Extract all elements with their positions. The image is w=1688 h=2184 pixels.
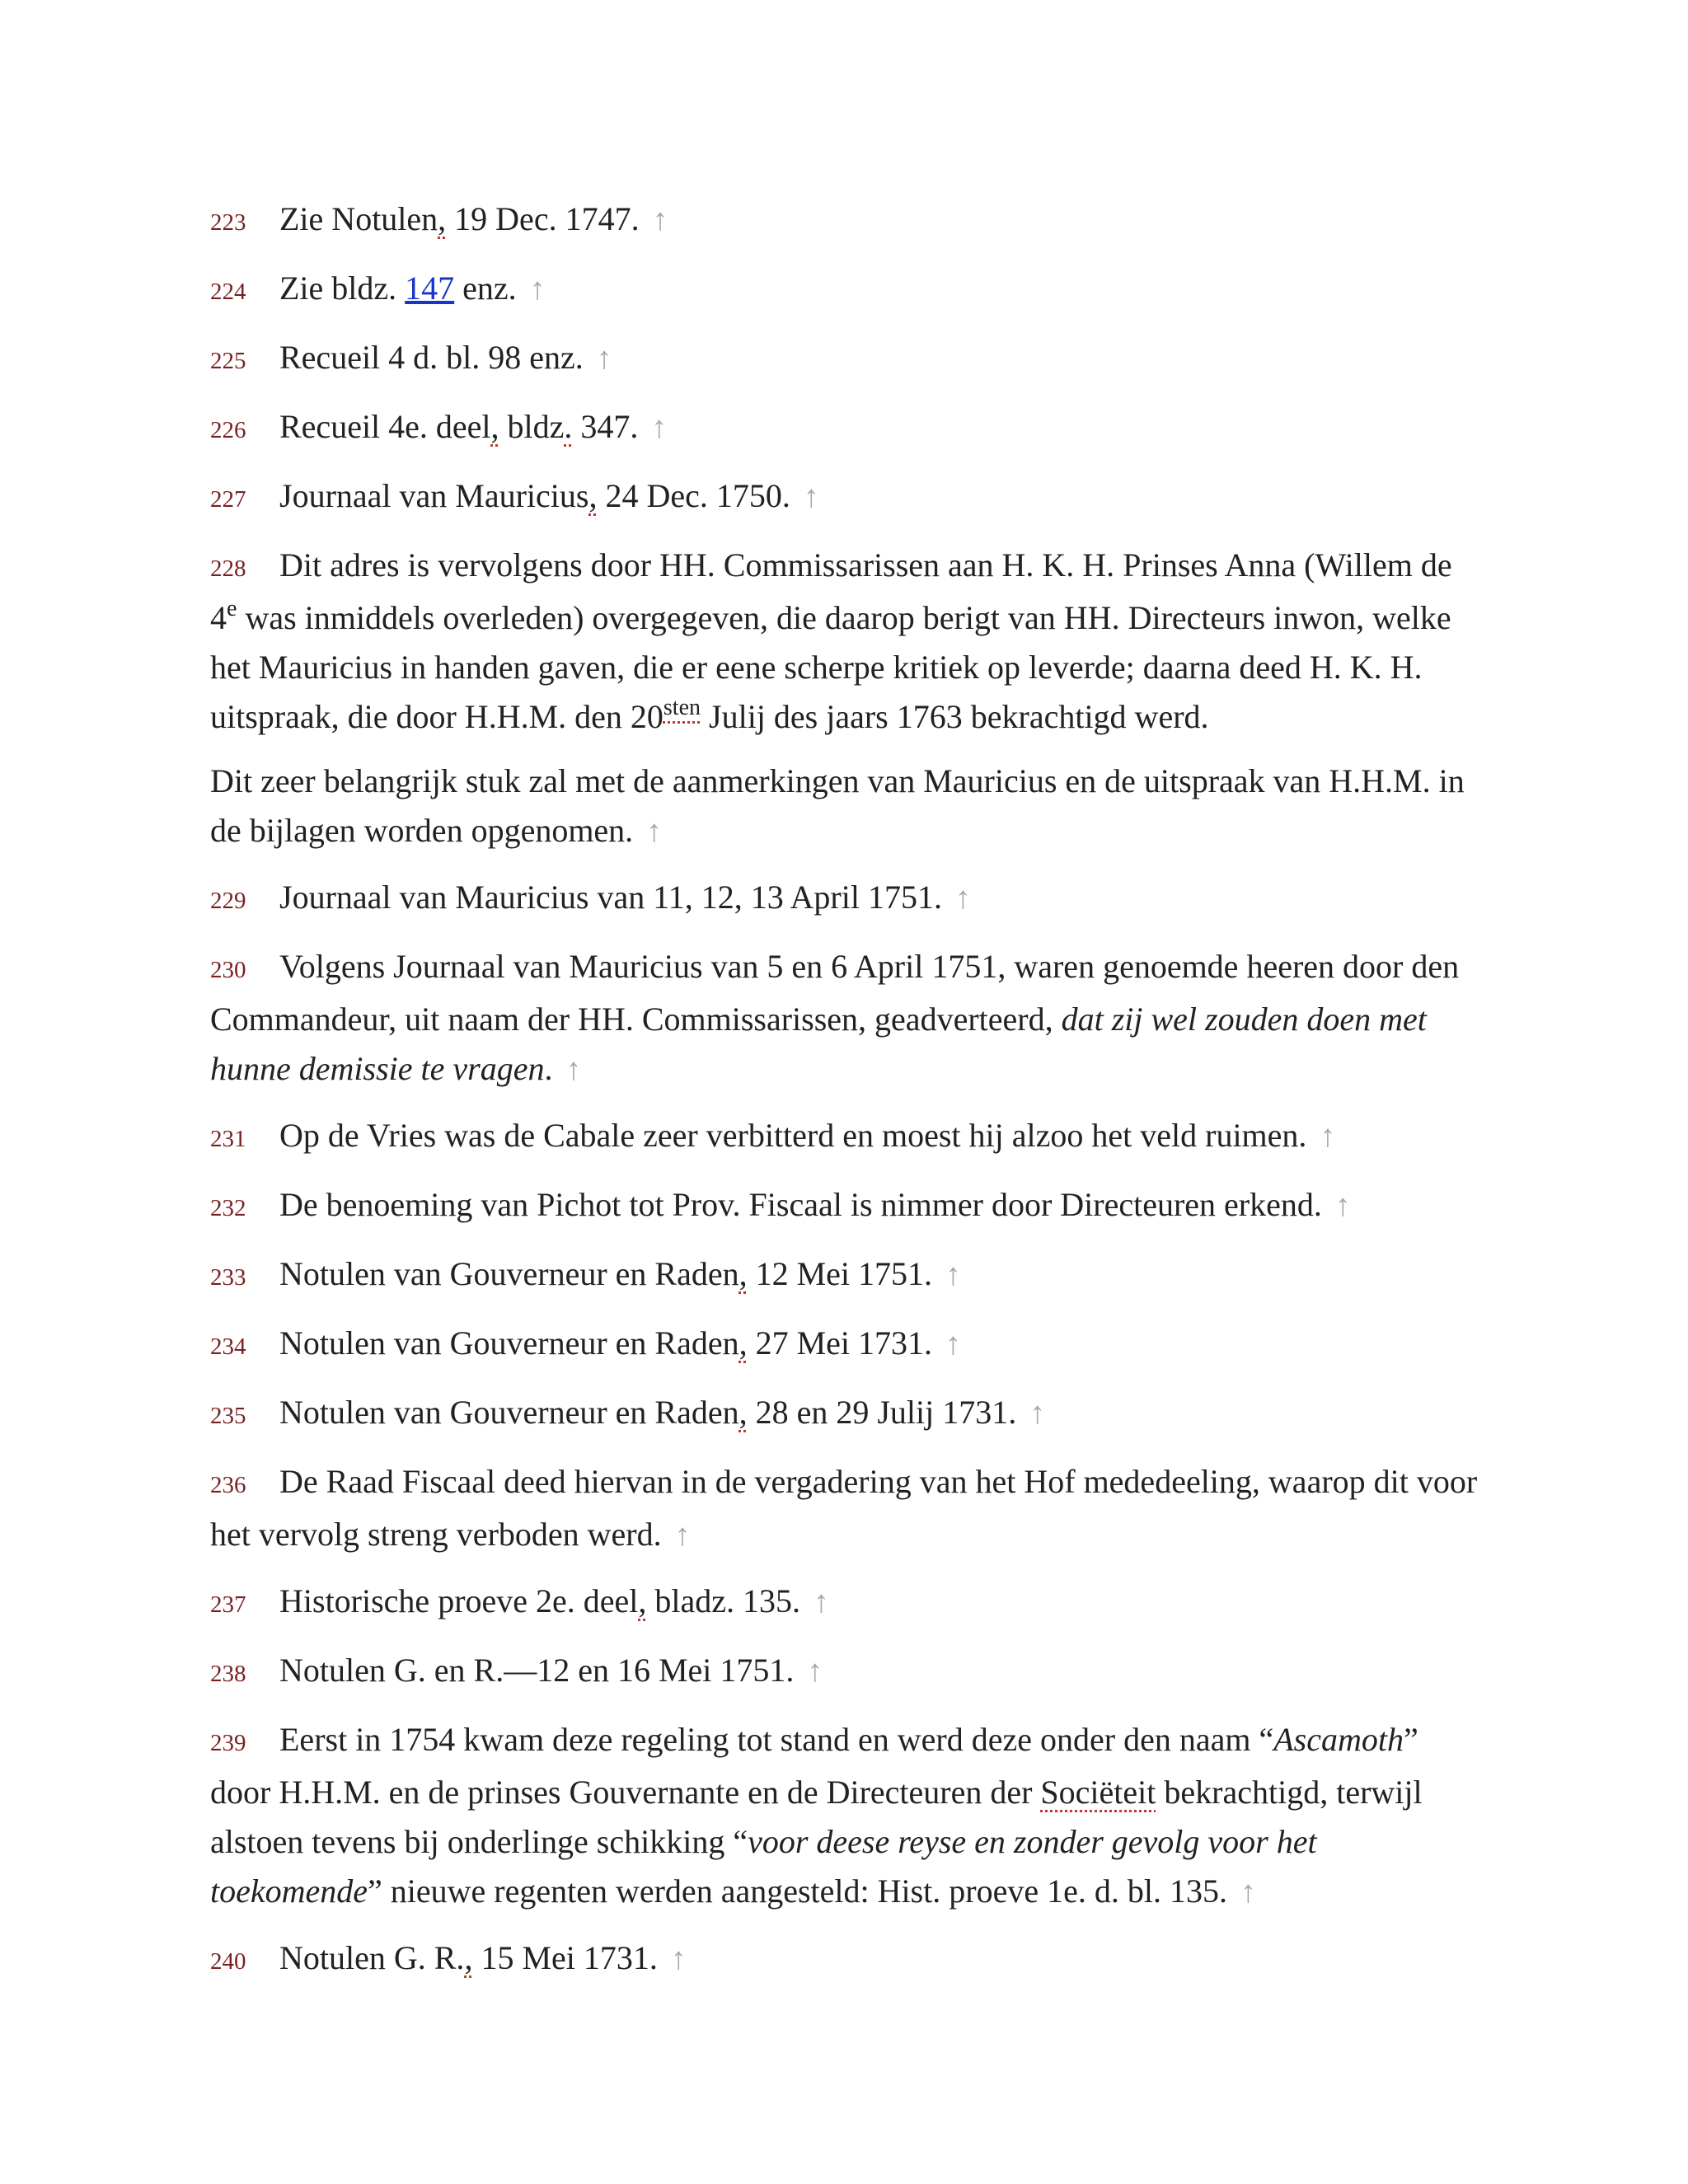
footnote-number: 235 bbox=[210, 1403, 246, 1429]
correction-mark[interactable]: . bbox=[564, 408, 573, 445]
footnote-240: 240 Notulen G. R., 15 Mei 1731. ↑ bbox=[210, 1933, 1479, 1986]
footnote-234: 234 Notulen van Gouverneur en Raden, 27 Mei 1731. ↑ bbox=[210, 1319, 1479, 1371]
correction-mark[interactable]: , bbox=[738, 1324, 748, 1361]
footnote-number: 229 bbox=[210, 888, 246, 914]
back-arrow-icon[interactable]: ↑ bbox=[670, 1942, 687, 1976]
footnote-number: 225 bbox=[210, 348, 246, 374]
back-arrow-icon[interactable]: ↑ bbox=[945, 1258, 962, 1292]
correction-mark[interactable]: sten bbox=[663, 694, 701, 720]
footnote-number: 223 bbox=[210, 209, 246, 236]
footnote-number: 228 bbox=[210, 555, 246, 582]
footnote-number: 240 bbox=[210, 1948, 246, 1975]
footnote-number: 227 bbox=[210, 486, 246, 513]
correction-mark[interactable]: Sociëteit bbox=[1040, 1774, 1156, 1811]
footnote-232: 232 De benoeming van Pichot tot Prov. Fiscaal is nimmer door Directeuren erkend. ↑ bbox=[210, 1180, 1479, 1233]
footnote-number: 226 bbox=[210, 417, 246, 443]
footnote-number: 234 bbox=[210, 1333, 246, 1360]
footnotes-list bbox=[210, 194, 1479, 2003]
correction-mark[interactable]: , bbox=[738, 1394, 748, 1431]
back-arrow-icon[interactable]: ↑ bbox=[1334, 1188, 1351, 1223]
page-link[interactable]: 147 bbox=[405, 269, 455, 307]
back-arrow-icon[interactable]: ↑ bbox=[529, 272, 546, 307]
footnote-233: 233 Notulen van Gouverneur en Raden, 12 Mei 1751. ↑ bbox=[210, 1249, 1479, 1302]
correction-mark[interactable]: , bbox=[738, 1255, 748, 1292]
footnote-number: 233 bbox=[210, 1264, 246, 1291]
back-arrow-icon[interactable]: ↑ bbox=[651, 410, 668, 445]
footnote-239: 239 Eerst in 1754 kwam deze regeling tot stand en werd deze onder den naam “Ascamoth” door H.H.M. en de prinses Gouvernante en de Directeuren der Sociëteit bekrachtigd, terwijl alstoen tevens bij onderlinge schikking “voor deese reyse en zonder gevolg voor het toekomende” nieuwe regenten werden aangesteld: Hist. proeve 1e. d. bl. 135. ↑ bbox=[210, 1715, 1479, 1917]
back-arrow-icon[interactable]: ↑ bbox=[803, 480, 819, 514]
back-arrow-icon[interactable]: ↑ bbox=[945, 1327, 962, 1361]
footnote-225: 225 Recueil 4 d. bl. 98 enz. ↑ bbox=[210, 333, 1479, 386]
back-arrow-icon[interactable]: ↑ bbox=[565, 1052, 582, 1087]
back-arrow-icon[interactable]: ↑ bbox=[646, 814, 663, 849]
footnote-number: 232 bbox=[210, 1195, 246, 1221]
footnote-230: 230 Volgens Journaal van Mauricius van 5 en 6 April 1751, waren genoemde heeren door den Commandeur, uit naam der HH. Commissarissen, geadverteerd, dat zij wel zouden doen met hunne demissie te vragen. ↑ bbox=[210, 942, 1479, 1094]
back-arrow-icon[interactable]: ↑ bbox=[814, 1585, 830, 1619]
back-arrow-icon[interactable]: ↑ bbox=[674, 1518, 691, 1553]
footnote-number: 231 bbox=[210, 1126, 246, 1152]
correction-mark[interactable]: , bbox=[638, 1582, 647, 1619]
back-arrow-icon[interactable]: ↑ bbox=[1029, 1396, 1046, 1431]
footnote-number: 230 bbox=[210, 957, 246, 983]
back-arrow-icon[interactable]: ↑ bbox=[954, 881, 971, 916]
footnote-238: 238 Notulen G. en R.—12 en 16 Mei 1751. ↑ bbox=[210, 1646, 1479, 1699]
footnote-number: 238 bbox=[210, 1661, 246, 1687]
footnote-228: 228 Dit adres is vervolgens door HH. Commissarissen aan H. K. H. Prinses Anna (Willem de 4e was inmiddels overleden) overgegeven, die daarop berigt van HH. Directeurs inwon, welke het Mauricius in handen gaven, die er eene scherpe kritiek op leverde; daarna deed H. K. H. uitspraak, die door H.H.M. den $20^{sten}$ Julij des jaars 1763 bekrachtigd werd. bbox=[210, 541, 1479, 742]
footnote-number: 239 bbox=[210, 1730, 246, 1756]
correction-mark[interactable]: , bbox=[438, 200, 447, 237]
footnote-number: 237 bbox=[210, 1591, 246, 1618]
back-arrow-icon[interactable]: ↑ bbox=[807, 1654, 823, 1689]
footnote-236: 236 De Raad Fiscaal deed hiervan in de vergadering van het Hof mededeeling, waarop dit voor het vervolg streng verboden werd. ↑ bbox=[210, 1457, 1479, 1560]
footnote-number: 236 bbox=[210, 1472, 246, 1498]
correction-mark[interactable]: , bbox=[464, 1939, 473, 1976]
footnote-237: 237 Historische proeve 2e. deel, bladz. 135. ↑ bbox=[210, 1577, 1479, 1629]
back-arrow-icon[interactable]: ↑ bbox=[596, 341, 612, 376]
correction-mark[interactable]: , bbox=[490, 408, 499, 445]
footnote-number: 224 bbox=[210, 279, 246, 305]
footnote-228-continuation: Dit zeer belangrijk stuk zal met de aanmerkingen van Mauricius en de uitspraak van H.H.M. in de bijlagen worden opgenomen. ↑ bbox=[210, 762, 1465, 849]
back-arrow-icon[interactable]: ↑ bbox=[1240, 1875, 1256, 1910]
back-arrow-icon[interactable]: ↑ bbox=[652, 203, 668, 237]
footnote-223: 223 Zie Notulen, 19 Dec. 1747. ↑ bbox=[210, 194, 1479, 247]
footnote-227: 227 Journaal van Mauricius, 24 Dec. 1750. ↑ bbox=[210, 471, 1479, 524]
footnote-235: 235 Notulen van Gouverneur en Raden, 28 en 29 Julij 1731. ↑ bbox=[210, 1388, 1479, 1441]
footnote-224: 224 Zie bldz. 147 enz. ↑ bbox=[210, 264, 1479, 316]
footnote-231: 231 Op de Vries was de Cabale zeer verbitterd en moest hij alzoo het veld ruimen. ↑ bbox=[210, 1111, 1479, 1164]
footnote-226: 226 Recueil 4e. deel, bldz. 347. ↑ bbox=[210, 402, 1479, 455]
correction-mark[interactable]: , bbox=[588, 477, 598, 514]
footnote-229: 229 Journaal van Mauricius van 11, 12, 13 April 1751. ↑ bbox=[210, 873, 1479, 926]
back-arrow-icon[interactable]: ↑ bbox=[1320, 1119, 1336, 1154]
